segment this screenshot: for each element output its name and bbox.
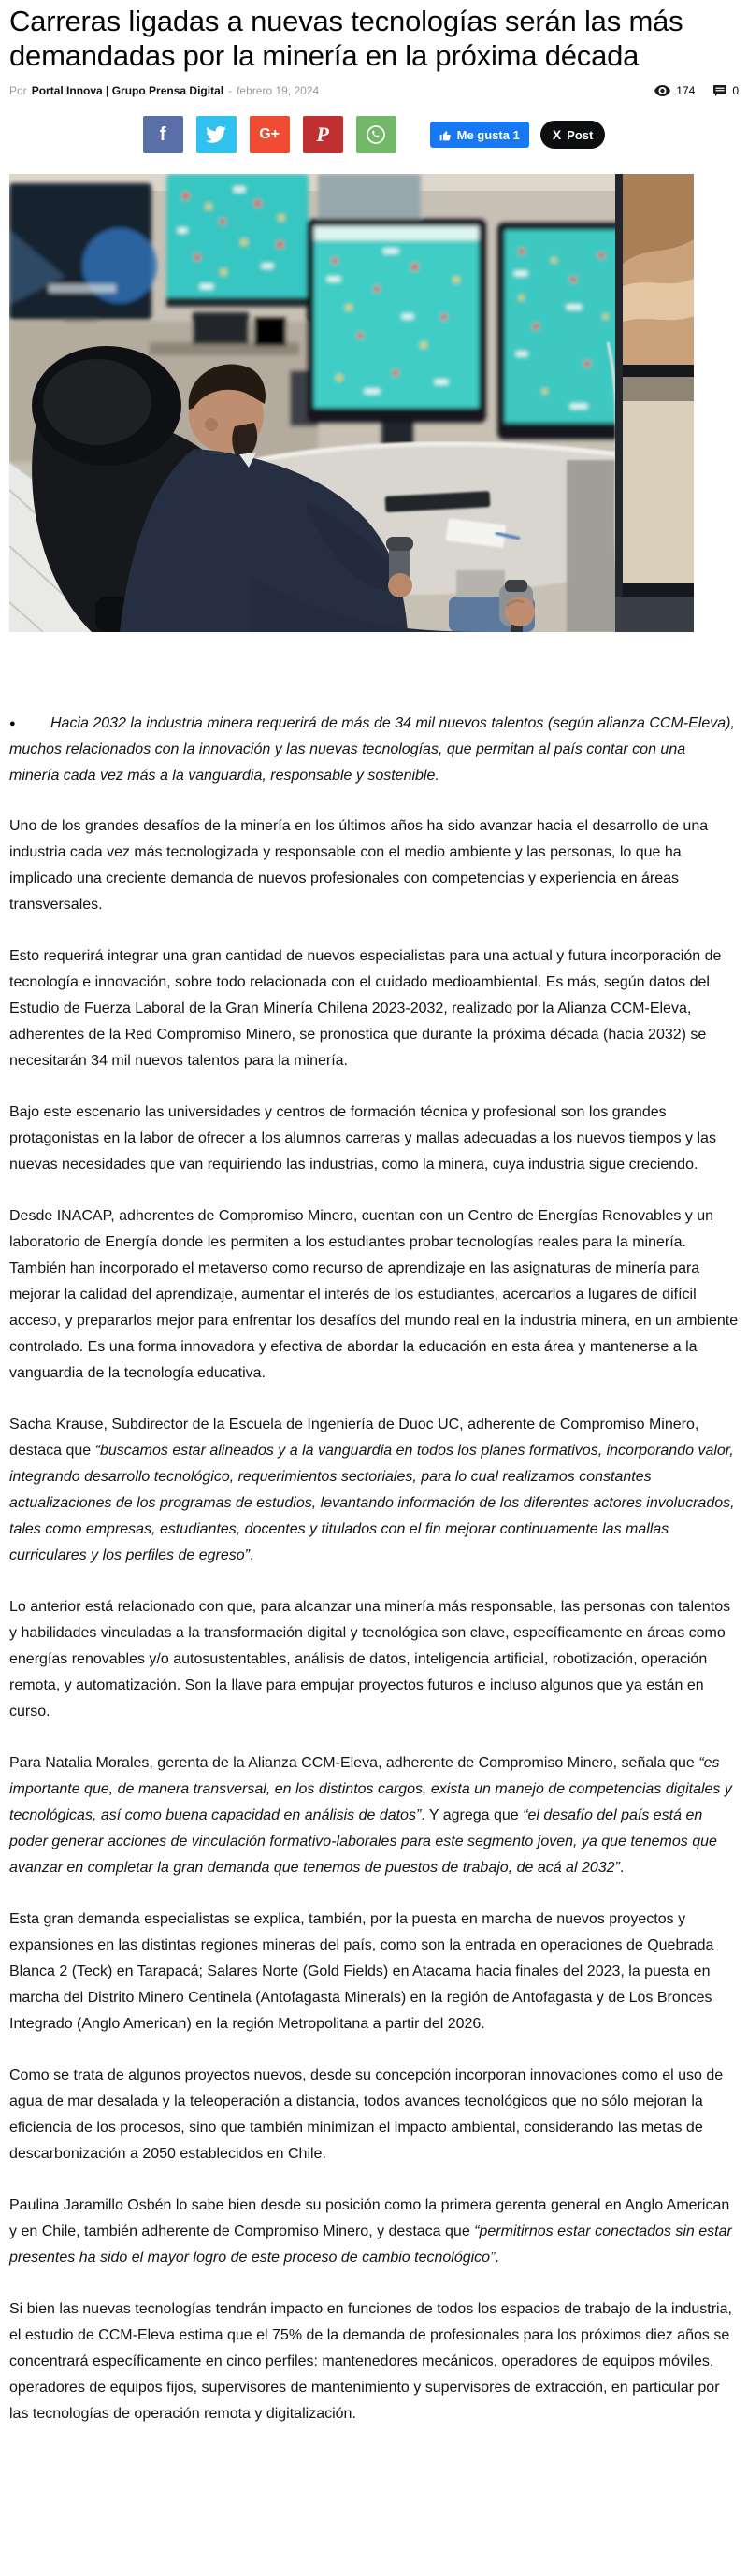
twitter-icon bbox=[206, 126, 226, 143]
twitter-share-button[interactable] bbox=[196, 116, 237, 153]
paragraph: Desde INACAP, adherentes de Compromiso Minero, cuentan con un Centro de Energías Renovables y un laboratorio de Energía donde les permiten a los estudiantes probar tecnologías reales para la minería. También han incorporado el metaverso como recurso de aprendizaje en las asignaturas de minería para mejorar la calidad del aprendizaje, aumentar el interés de los estudiantes, acercarlos a lugares de difícil acceso, y prepararlos mejor para enfrentar los desafíos del mundo real en la industria minera, en un ambiente controlado. Es una forma innovadora y efectiva de abordar la educación en esta área y mantenerse a la vanguardia de la tecnología educativa. bbox=[9, 1208, 739, 1381]
facebook-share-button[interactable] bbox=[143, 116, 183, 153]
facebook-icon: f bbox=[159, 124, 166, 145]
article-page bbox=[0, 4, 748, 2427]
paragraph: Si bien las nuevas tecnologías tendrán impacto en funciones de todos los espacios de trabajo de la industria, el estudio de CCM-Eleva estima que el 75% de la demanda de profesionales para los próximos diez años se concentrará específicamente en cinco perfiles: mantenedores mecánicos, operadores de equipos móviles, operadores de equipos fijos, supervisores de mantenimiento y supervisores de extracción, en particular por las tecnologías de operación remota y digitalización. bbox=[9, 2301, 732, 2422]
x-logo-icon: X bbox=[552, 127, 562, 142]
article-body bbox=[9, 813, 739, 2427]
share-row bbox=[9, 116, 739, 153]
pinterest-icon: P bbox=[316, 122, 329, 146]
whatsapp-icon bbox=[365, 123, 387, 146]
featured-image bbox=[9, 174, 739, 632]
paragraph: Lo anterior está relacionado con que, para alcanzar una minería más responsable, las personas con talentos y habilidades vinculadas a la transformación digital y tecnológica son clave, específicamente en áreas como energías renovables y/o autosustentables, análisis de datos, inteligencia artificial, robotización, operación remota, y automatización. Son la llave para empujar proyectos futuros e incluso algunos que ya están en curso. bbox=[9, 1599, 731, 1720]
paragraph: Como se trata de algunos proyectos nuevos, desde su concepción incorporan innovaciones como el uso de agua de mar desalada y la teleoperación a distancia, todos avances tecnológicos que no sólo mejoran la eficiencia de los procesos, sino que también minimizan el impacto ambiental, considerando las metas de descarbonización a 2050 establecidos en Chile. bbox=[9, 2067, 724, 2162]
googleplus-icon: G+ bbox=[259, 126, 280, 142]
byline-prefix: Por bbox=[9, 84, 27, 97]
paragraph: Esta gran demanda especialistas se explica, también, por la puesta en marcha de nuevos proyectos y expansiones en las distintas regiones mineras del país, como son la entrada en operaciones de Quebrada Blanca 2 (Teck) en Tarapacá; Salares Norte (Gold Fields) en Atacama hacia finales del 2023, la puesta en marcha del Distrito Minero Centinela (Antofagasta Minerals) en la región de Antofagasta y de Los Bronces Integrado (Anglo American) en la región Metropolitana a partir del 2026. bbox=[9, 1911, 714, 2032]
facebook-like-label: Me gusta 1 bbox=[456, 127, 520, 142]
thumbs-up-icon bbox=[439, 129, 452, 141]
paragraph: Sacha Krause, Subdirector de la Escuela de Ingeniería de Duoc UC, adherente de Compromiso Minero, destaca que “buscamos estar alineados y a la vanguardia en todos los planes formativos, incorporando valor, integrando desarrollo tecnológico, requerimientos sectoriales, para lo cual realizamos constantes actualizaciones de los programas de estudios, levantando información de los diferentes actores involucrados, tales como empresas, estudiantes, docentes y titulados con el fin mejorar continuamente las mallas curriculares y los perfiles de egreso”. bbox=[9, 1417, 735, 1563]
facebook-like-button[interactable] bbox=[430, 122, 529, 148]
comments-counter[interactable] bbox=[713, 84, 739, 97]
paragraph: Bajo este escenario las universidades y centros de formación técnica y profesional son los grandes protagonistas en la labor de ofrecer a los alumnos carreras y mallas adecuadas a los nuevos tiempos y las nuevas necesidades que van requiriendo las industrias, como la minera, cuya industria sigue creciendo. bbox=[9, 1104, 716, 1173]
lead-bullet-icon: ● bbox=[9, 718, 16, 729]
paragraph: Para Natalia Morales, gerenta de la Alianza CCM-Eleva, adherente de Compromiso Minero, señala que “es importante que, de manera transversal, en los distintos cargos, exista un manejo de competencias digitales y tecnológicas, así como buena capacidad en análisis de datos”. Y agrega que “el desafío del país está en poder generar acciones de vinculación formativo-laborales para este segmento joven, ya que tenemos que avanzar en completar la gran demanda que tenemos de puestos de trabajo, de acá al 2032”. bbox=[9, 1755, 732, 1876]
eye-icon bbox=[654, 85, 670, 96]
lead-text: Hacia 2032 la industria minera requerirá de más de 34 mil nuevos talentos (según alianza CCM-Eleva), muchos relacionados con la innovación y las nuevas tecnologías, que permitan al país contar con una minería cada vez más a la vanguardia, responsable y sostenible. bbox=[9, 715, 735, 784]
lead-paragraph bbox=[9, 711, 739, 789]
byline-left bbox=[9, 84, 319, 97]
control-room-photo bbox=[9, 174, 694, 632]
paragraph: Paulina Jaramillo Osbén lo sabe bien desde su posición como la primera gerenta general en Anglo American y en Chile, también adherente de Compromiso Minero, y destaca que “permitirnos estar conectados sin estar presentes ha sido el mayor logro de este proceso de cambio tecnológico”. bbox=[9, 2197, 732, 2266]
x-post-label: Post bbox=[567, 127, 594, 142]
page-title: Carreras ligadas a nuevas tecnologías serán las más demandadas por la minería en la próxima década bbox=[9, 5, 683, 72]
pinterest-share-button[interactable] bbox=[303, 116, 343, 153]
byline-author-link[interactable]: Portal Innova | Grupo Prensa Digital bbox=[31, 84, 224, 97]
x-post-button[interactable] bbox=[540, 121, 606, 149]
byline-meta bbox=[654, 84, 739, 97]
paragraph: Uno de los grandes desafíos de la minería en los últimos años ha sido avanzar hacia el desarrollo de una industria cada vez más tecnologizada y responsable con el medio ambiente y las personas, lo que ha implicado una creciente demanda de nuevos profesionales con competencias y experiencia en áreas transversales. bbox=[9, 818, 709, 913]
googleplus-share-button[interactable] bbox=[250, 116, 290, 153]
byline-date: febrero 19, 2024 bbox=[237, 84, 320, 97]
byline-dash: - bbox=[228, 84, 233, 97]
comments-count: 0 bbox=[732, 84, 739, 97]
views-counter bbox=[654, 84, 695, 97]
views-count: 174 bbox=[676, 84, 696, 97]
byline bbox=[9, 80, 739, 99]
whatsapp-share-button[interactable] bbox=[356, 116, 396, 153]
comment-icon bbox=[713, 85, 726, 96]
paragraph: Esto requerirá integrar una gran cantidad de nuevos especialistas para una actual y futura incorporación de tecnología e innovación, sobre todo relacionada con el cuidado medioambiental. Es más, según datos del Estudio de Fuerza Laboral de la Gran Minería Chilena 2023-2032, realizado por la Alianza CCM-Eleva, adherentes de la Red Compromiso Minero, se pronostica que durante la próxima década (hacia 2032) se necesitarán 34 mil nuevos talentos para la minería. bbox=[9, 948, 722, 1069]
